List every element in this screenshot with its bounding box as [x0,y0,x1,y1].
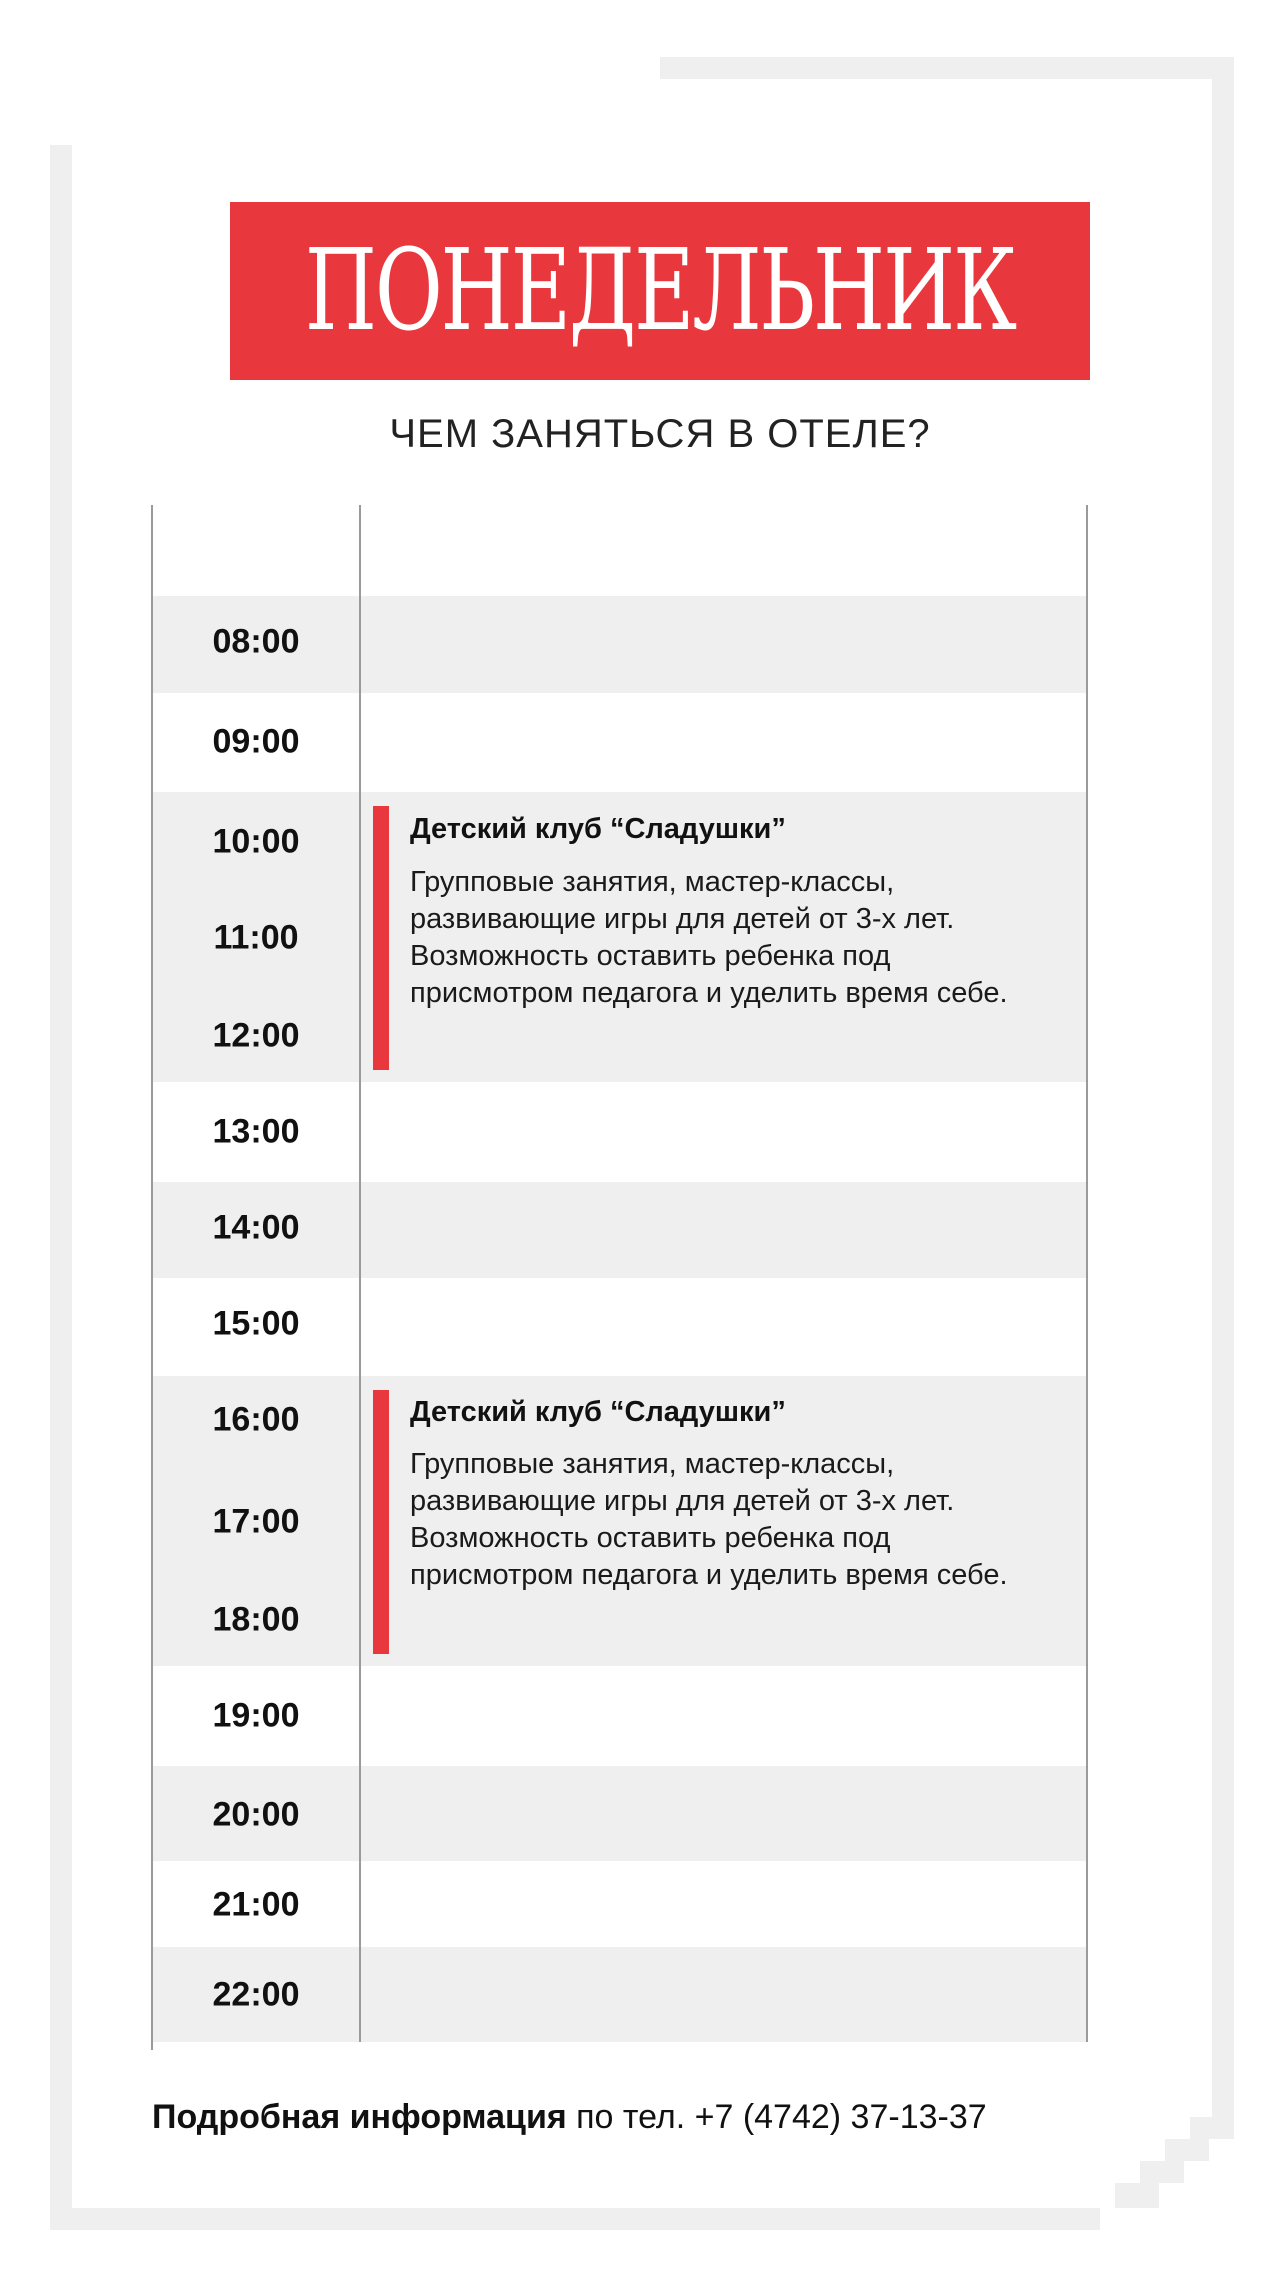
time-label: 21:00 [212,1885,300,1924]
time-label: 10:00 [212,822,300,861]
time-label: 13:00 [212,1112,300,1151]
event-title: Детский клуб “Сладушки” [410,813,786,845]
footer-contact [152,2098,987,2137]
time-label: 22:00 [212,1975,300,2014]
time-label: 12:00 [212,1016,300,1055]
event-title: Детский клуб “Сладушки” [410,1396,786,1428]
time-label: 08:00 [212,622,300,661]
time-label: 11:00 [213,918,299,957]
time-label: 16:00 [212,1400,300,1439]
time-label: 17:00 [212,1502,300,1541]
event-accent-bar [373,1390,389,1654]
page-subtitle: ЧЕМ ЗАНЯТЬСЯ В ОТЕЛЕ? [389,412,931,456]
footer-bold-text: Подробная информация [152,2098,567,2136]
time-label: 15:00 [212,1304,300,1343]
time-label: 19:00 [212,1696,300,1735]
time-label: 20:00 [212,1795,300,1834]
time-label: 09:00 [212,722,300,761]
event-accent-bar [373,806,389,1070]
time-label: 18:00 [212,1600,300,1639]
event-description: Групповые занятия, мастер-классы, развивающие игры для детей от 3-х лет. Возможность оставить ребенка под присмотром педагога и уделить время себе. [410,866,1008,1009]
table-right-border [1086,505,1088,2042]
page-title: ПОНЕДЕЛЬНИК [304,226,1016,356]
footer-phone-text: по тел. +7 (4742) 37-13-37 [566,2098,987,2136]
time-label: 14:00 [212,1208,300,1247]
event-description: Групповые занятия, мастер-классы, развивающие игры для детей от 3-х лет. Возможность оставить ребенка под присмотром педагога и уделить время себе. [410,1448,1008,1591]
